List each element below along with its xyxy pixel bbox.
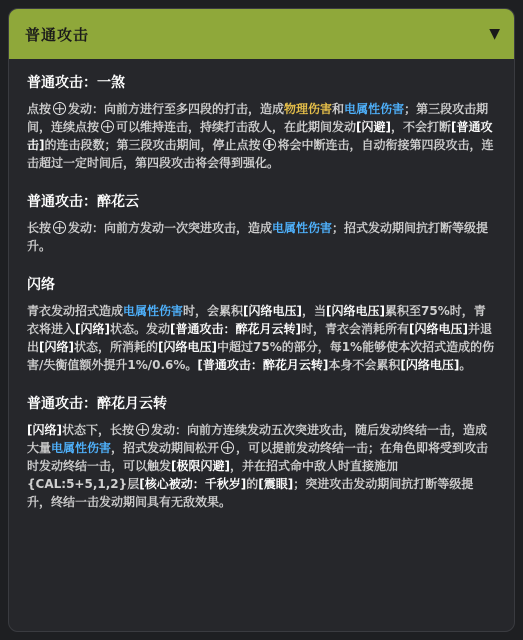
chevron-down-icon[interactable]: ▼	[489, 26, 500, 42]
section-4	[27, 394, 496, 511]
panel-title: 普通攻击	[25, 25, 90, 44]
section-title: 普通攻击：一煞	[27, 75, 125, 91]
joystick-icon	[53, 102, 66, 115]
panel-header[interactable]	[9, 9, 514, 59]
section-title: 普通攻击：醉花月云转	[27, 396, 167, 412]
section-body: 长按 发动：向前方发动一次突进攻击，造成电属性伤害；招式发动期间抗打断等级提升。	[27, 221, 489, 253]
joystick-icon	[136, 423, 149, 436]
skill-panel	[8, 8, 515, 632]
section-1	[27, 73, 496, 172]
joystick-icon	[263, 138, 276, 151]
section-2	[27, 192, 496, 255]
section-title: 闪络	[27, 277, 55, 293]
section-body: 青衣发动招式造成电属性伤害时，会累积[闪络电压]，当[闪络电压]累积至75%时，青衣将进入[闪络]状态。发动[普通攻击：醉花月云转]时，青衣会消耗所有[闪络电压]并退出[闪络]状态，所消耗的[闪络电压]中超过75%的部分，每1%能够使本次招式造成的伤害/失衡值额外提升1%/0.6%。[普通攻击：醉花月云转]本身不会累积[闪络电压]。	[27, 304, 495, 372]
panel-content	[9, 59, 514, 511]
joystick-icon	[221, 441, 234, 454]
section-body: [闪络]状态下，长按 发动：向前方连续发动五次突进攻击，随后发动终结一击，造成大量电属性伤害，招式发动期间松开 ，可以提前发动终结一击；在角色即将受到攻击时发动终结一击，可以触发[极限闪避]，并在招式命中敌人时直接施加{CAL:5+5,1,2}层[核心被动：千秋岁]的[震眼]；突进攻击发动期间抗打断等级提升，终结一击发动期间具有无敌效果。	[27, 423, 489, 509]
section-3	[27, 275, 496, 374]
joystick-icon	[53, 221, 66, 234]
section-body: 点按 发动：向前方进行至多四段的打击，造成物理伤害和电属性伤害；第三段攻击期间，连续点按 可以维持连击，持续打击敌人，在此期间发动[闪避]，不会打断[普通攻击]的连击段数；第三段攻击期间，停止点按 将会中断连击，自动衔接第四段攻击，连击超过一定时间后，第四段攻击将会得到强化。	[27, 102, 494, 170]
section-title: 普通攻击：醉花云	[27, 194, 139, 210]
joystick-icon	[101, 120, 114, 133]
